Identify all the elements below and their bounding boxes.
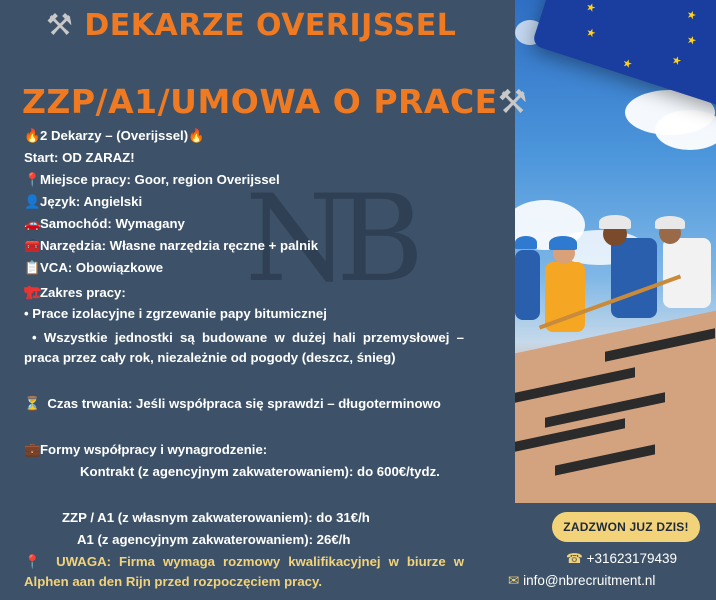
scope-item-1: • Prace izolacyjne i zgrzewanie papy bitumicznej xyxy=(24,306,327,321)
start-date: Start: OD ZARAZ! xyxy=(24,150,135,165)
pay-zzp: ZZP / A1 (z własnym zakwaterowaniem): do 31€/h xyxy=(62,510,370,525)
tools-icon: ⚒ xyxy=(497,82,528,121)
detail-vca: 📋VCA: Obowiązkowe xyxy=(24,258,163,278)
phone-number[interactable] xyxy=(566,551,677,567)
email-text: info@nbrecruitment.nl xyxy=(523,573,656,588)
interview-warning: 📍 UWAGA: Firma wymaga rozmowy kwalifikacyjnej w biurze w Alphen aan den Rijn przed rozpoczęciem pracy. xyxy=(24,554,464,589)
pin-icon: 📍 xyxy=(24,172,41,187)
roofers-photo xyxy=(515,0,716,503)
title-line-1: ⚒ DEKARZE OVERIJSSEL xyxy=(46,8,457,43)
email-address[interactable] xyxy=(508,573,655,589)
email-icon: ✉ xyxy=(508,573,520,588)
detail-tools: 🧰Narzędzia: Własne narzędzia ręczne + palnik xyxy=(24,236,318,256)
detail-car: 🚗Samochód: Wymagany xyxy=(24,214,185,234)
pay-contract: Kontrakt (z agencyjnym zakwaterowaniem): do 600€/tydz. xyxy=(80,464,440,479)
crane-icon: 🏗 xyxy=(24,285,41,300)
clipboard-icon: 📋 xyxy=(24,260,41,275)
pay-title: 💼Formy współpracy i wynagrodzenie: xyxy=(24,440,267,460)
worker-count: 🔥2 Dekarzy – (Overijssel)🔥 xyxy=(24,126,204,146)
toolbox-icon: 🧰 xyxy=(24,238,41,253)
pay-a1: A1 (z agencyjnym zakwaterowaniem): 26€/h xyxy=(77,532,351,547)
pin-icon: 📍 xyxy=(24,554,41,569)
phone-text: +31623179439 xyxy=(586,551,678,566)
fire-icon: 🔥 xyxy=(188,128,205,143)
title-line-2: ZZP/A1/UMOWA O PRACE⚒ xyxy=(22,82,528,121)
car-icon: 🚗 xyxy=(24,216,41,231)
person-icon: 👤 xyxy=(24,194,41,209)
detail-scope: 🏗Zakres pracy: xyxy=(24,283,126,303)
scope-item-2: • Wszystkie jednostki są budowane w dużej hali przemysłowej – praca przez cały rok, niezależnie od pogody (deszcz, śnieg) xyxy=(24,330,464,365)
call-now-button[interactable]: ZADZWON JUZ DZIS! xyxy=(552,512,700,542)
duration: ⏳ Czas trwania: Jeśli współpraca się sprawdzi – długoterminowo xyxy=(24,394,464,414)
phone-icon: ☎ xyxy=(566,551,583,566)
briefcase-icon: 💼 xyxy=(24,442,41,457)
eu-flag: ★ ★ ★ ★ ★ ★ xyxy=(532,0,716,110)
hourglass-icon: ⏳ xyxy=(24,396,41,411)
fire-icon: 🔥 xyxy=(24,128,41,143)
detail-location: 📍Miejsce pracy: Goor, region Overijssel xyxy=(24,170,280,190)
detail-language: 👤Język: Angielski xyxy=(24,192,142,212)
nb-recruitment-watermark: NB xyxy=(245,170,411,309)
tools-icon: ⚒ xyxy=(46,8,74,43)
